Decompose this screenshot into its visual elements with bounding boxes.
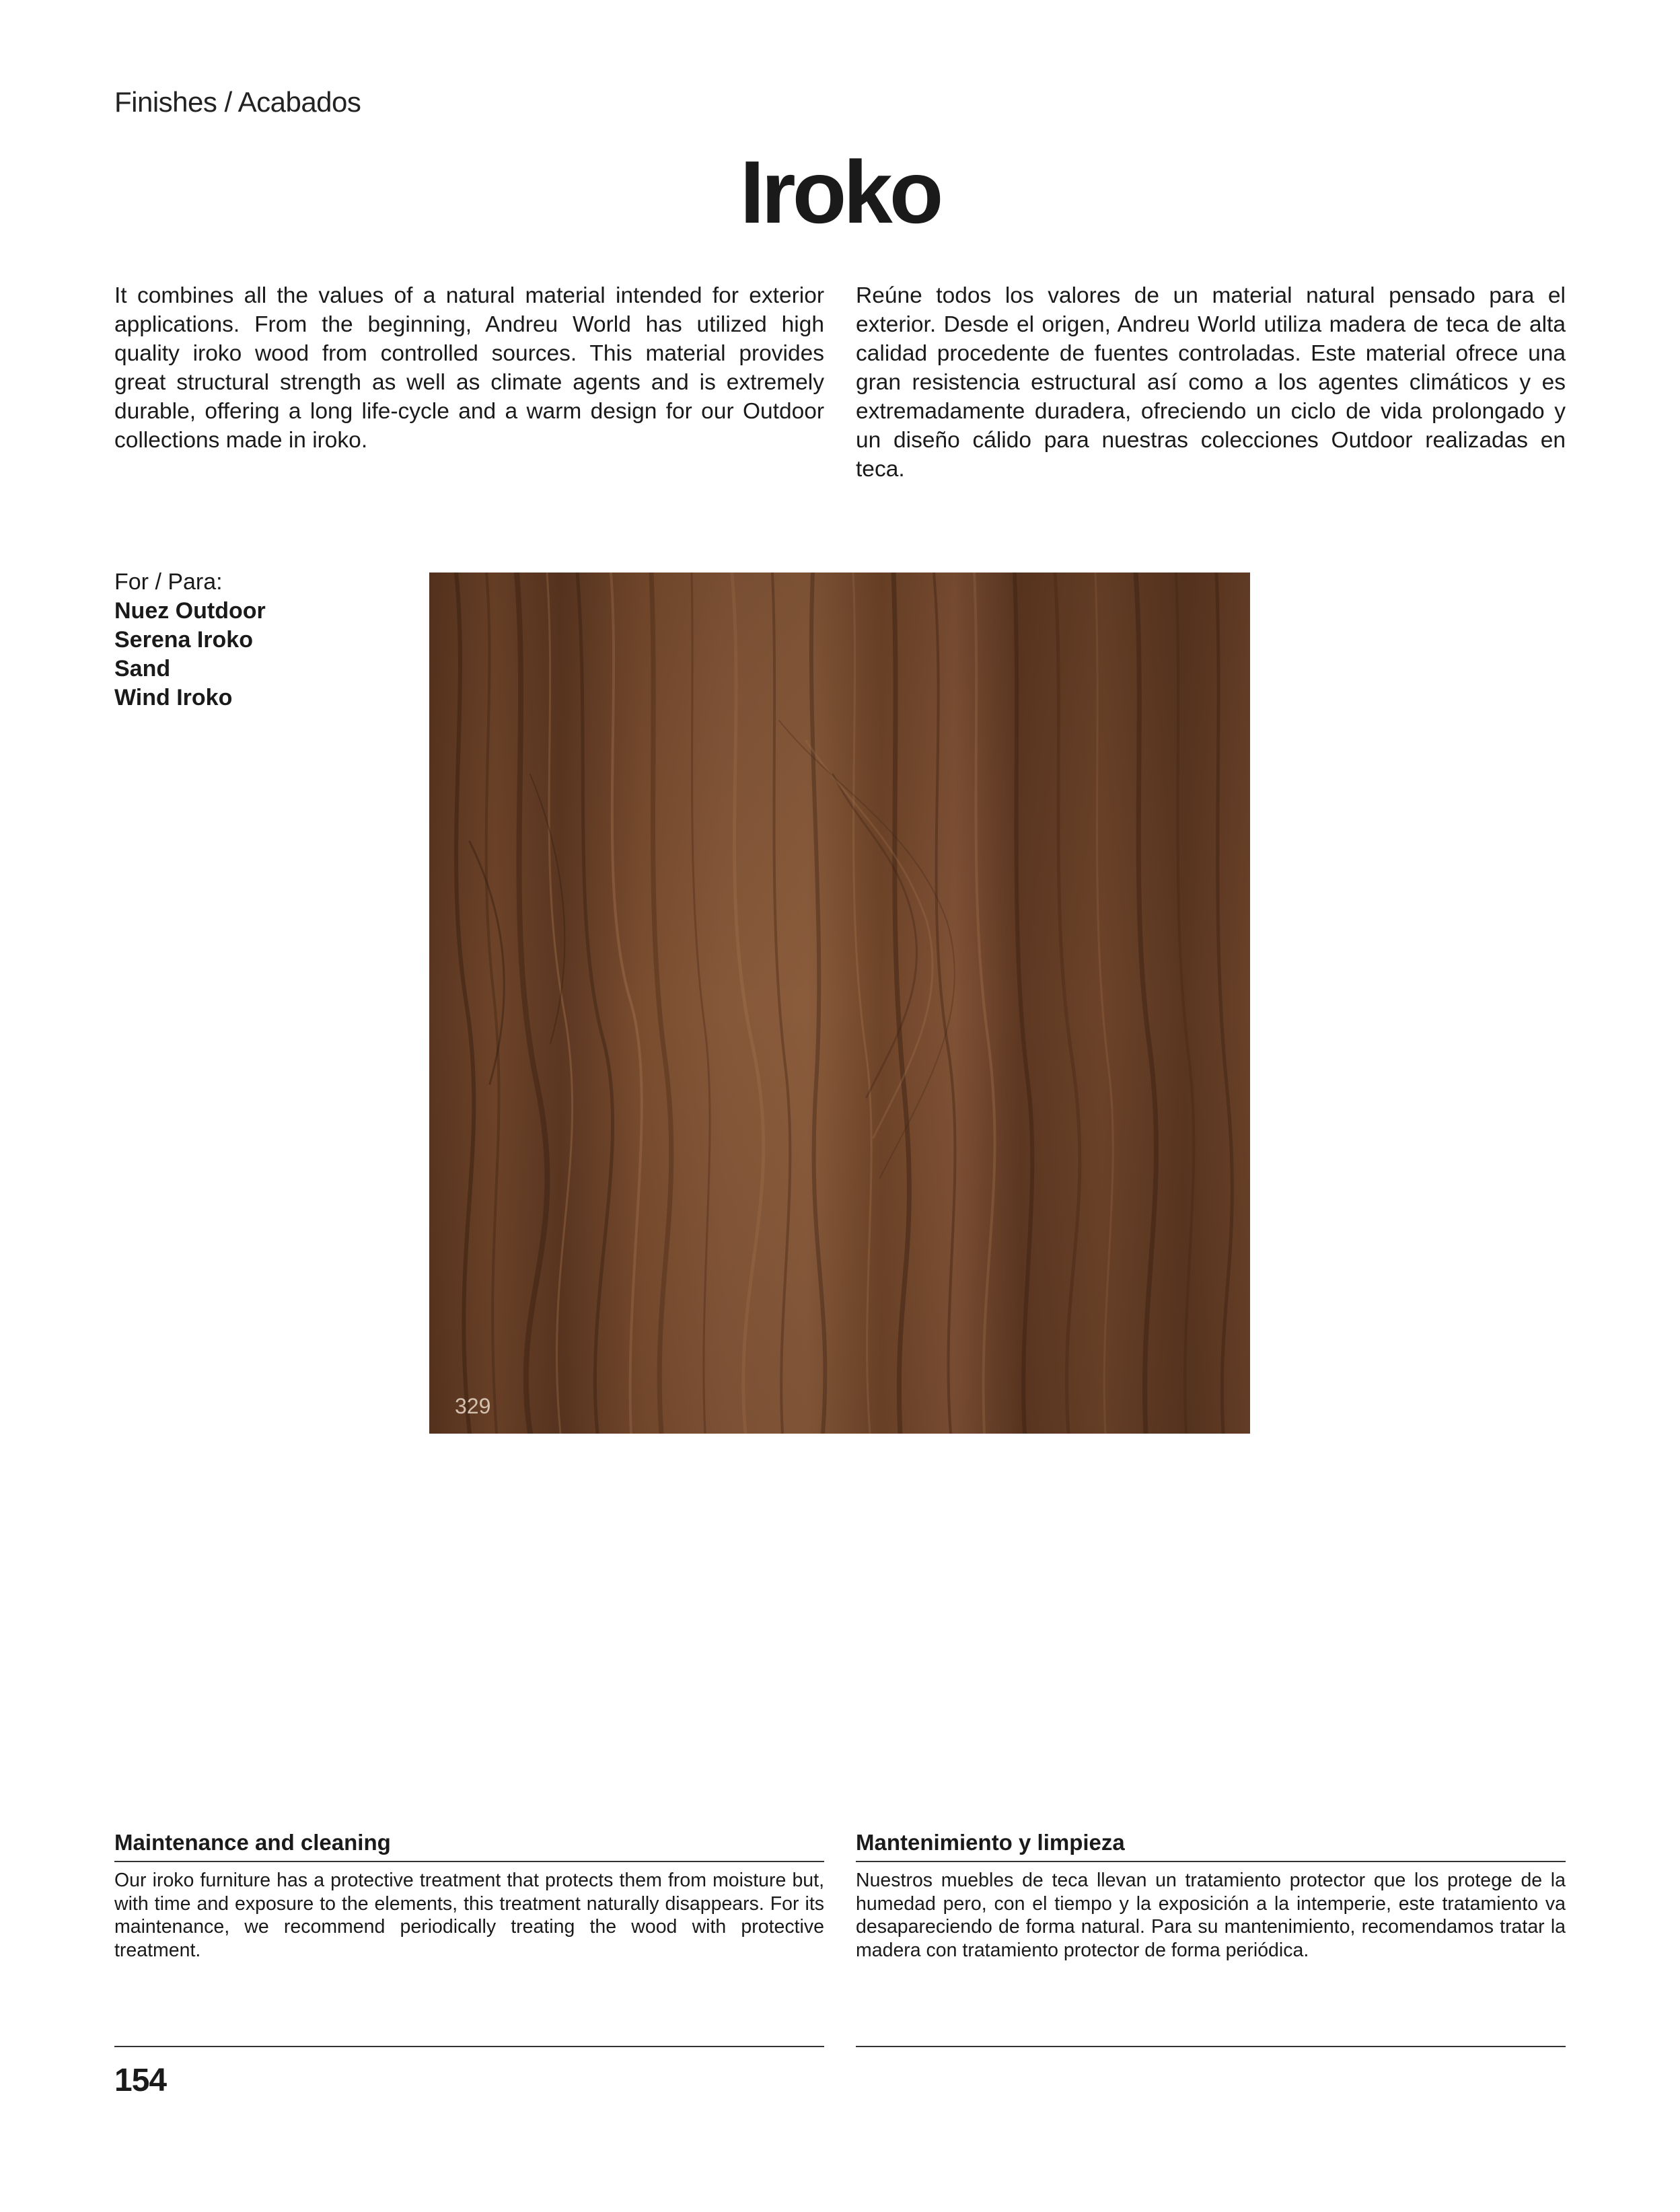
intro-text-es: Reúne todos los valores de un material natural pensado para el exterior. Desde el origen, Andreu World utiliza madera de teca de alta calidad procedente de fuentes controladas. Este material ofrece una gran resistencia estructural así como a los agentes climáticos y es extremadamente duradera, ofreciendo un ciclo de vida prolongado y un diseño cálido para nuestras colecciones Outdoor realizadas en teca. (856, 283, 1566, 482)
footer-divider (114, 2046, 824, 2047)
swatch-code: 329 (455, 1394, 491, 1418)
collection-item: Sand (114, 656, 171, 681)
intro-text-en: It combines all the values of a natural material intended for exterior applications. From the beginning, Andreu World has utilized high quality iroko wood from controlled sources. This material provides great structural strength as well as climate agents and is extremely durable, offering a long life-cycle and a warm design for our Outdoor collections made in iroko. (114, 283, 824, 453)
page-title: Iroko (739, 143, 941, 242)
maintenance-heading-en: Maintenance and cleaning (114, 1829, 824, 1862)
maintenance-section-en (114, 1829, 824, 1962)
for-collections-list (114, 568, 266, 712)
collection-item: Nuez Outdoor (114, 598, 266, 624)
collection-item: Wind Iroko (114, 685, 233, 710)
maintenance-heading-es: Mantenimiento y limpieza (856, 1829, 1566, 1862)
wood-texture-image (429, 573, 1250, 1434)
collection-item: Serena Iroko (114, 627, 253, 653)
breadcrumb: Finishes / Acabados (114, 86, 361, 118)
maintenance-text-es: Nuestros muebles de teca llevan un tratamiento protector que los protege de la humedad pero, con el tiempo y la exposición a la intemperie, este tratamiento va desapareciendo de forma natural. Para su mantenimiento, recomendamos tratar la madera con tratamiento protector de forma periódica. (856, 1870, 1566, 1961)
wood-grain-swatch (429, 573, 1250, 1434)
maintenance-section-es (856, 1829, 1566, 1962)
page-number: 154 (114, 2063, 167, 2098)
footer-divider (856, 2046, 1566, 2047)
maintenance-text-en: Our iroko furniture has a protective treatment that protects them from moisture but, with time and exposure to the elements, this treatment naturally disappears. For its maintenance, we recommend periodically treating the wood with protective treatment. (114, 1870, 824, 1961)
for-label: For / Para: (114, 569, 223, 595)
